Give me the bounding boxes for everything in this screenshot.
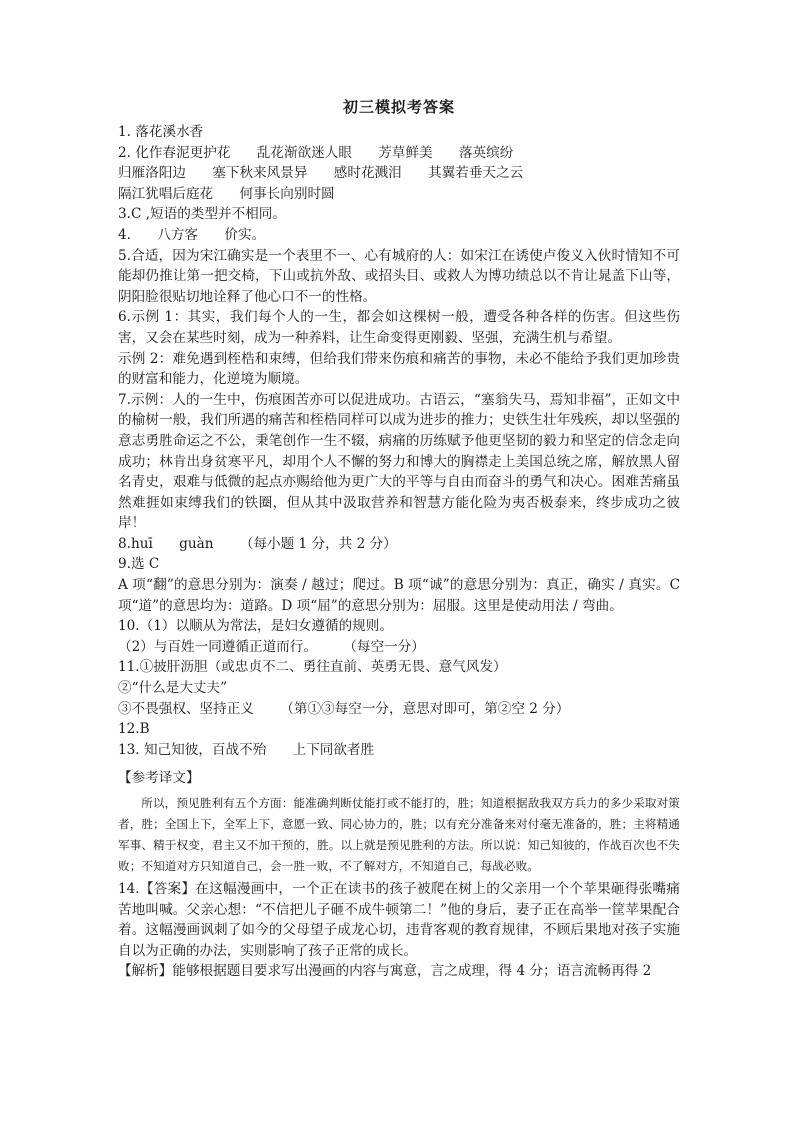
answer-2-item: 芳草鲜美 [378, 144, 433, 161]
answer-2-item: 感时花溅泪 [333, 165, 402, 182]
translation-body: 所以，预见胜利有五个方面：能准确判断仗能打或不能打的，胜；知道根据敌我双方兵力的多少采取对策者，胜；全国上下，全军上下，意愿一致、同心协力的，胜；以有充分准备来对付毫无准备的，胜；主将精通军事、精于权变，君主又不加干预的，胜。以上就是预见胜利的方法。所以说：知己知彼的，作战百次也不失败；不知道对方只知道自己，会一胜一败，不了解对方，不知道自己，每战必败。 [118, 796, 680, 873]
answer-8 [118, 534, 680, 555]
page-title: 初三模拟考答案 [342, 98, 455, 116]
answer-5: 5.合适，因为宋江确实是一个表里不一、心有城府的人：如宋江在诱使卢俊义入伙时情知不可能却仍推让第一把交椅，下山或抗外敌、或招头目、或救人为博功绩总以不肯让晁盖下山等，阴阳脸很贴切地诠释了他心口不一的性格。 [118, 247, 680, 305]
answer-9: 9.选 C [118, 556, 160, 573]
answer-10-2-text: （2）与百姓一同遵循正道而行。 [118, 638, 317, 655]
answer-3: 3.C ,短语的类型并不相同。 [118, 206, 286, 223]
answer-document [118, 96, 680, 982]
answer-11-2: ②“什么是大丈夫” [118, 680, 228, 697]
answer-12: 12.B [118, 721, 150, 738]
answer-2-item: 乱花渐欲迷人眼 [256, 144, 352, 161]
answer-4 [118, 225, 680, 246]
translation-heading: 【参考译文】 [118, 770, 200, 787]
answer-14: 14.【答案】在这幅漫画中，一个正在读书的孩子被爬在树上的父亲用一个个苹果砸得张嘴痛苦地叫喊。父亲心想：“不信把儿子砸不成牛顿第二！”他的身后，妻子正在高举一筐苹果配合着。这幅漫画讽刺了如今的父母望子成龙心切，违背客观的教育规律，不顾后果地对孩子实施自以为正确的办法，实则影响了孩子正常的成长。 [118, 881, 680, 959]
answer-11-3 [118, 699, 680, 720]
answer-2-line-1 [118, 143, 680, 164]
answer-7: 7.示例：人的一生中，伤痕困苦亦可以促进成功。古语云，“塞翁失马，焉知非福”，正如文中的榆树一般，我们所遇的痛苦和桎梏同样可以成为进步的推力；史铁生壮年残疾，却以坚强的意志勇胜命运之不公，秉笔创作一生不辍，病痛的历练赋予他更坚韧的毅力和坚定的信念走向成功；林肯出身贫寒平凡，却用个人不懈的努力和博大的胸襟走上美国总统之席，解放黑人留名青史，艰难与低微的起点亦赐给他为更广大的平等与自由而奋斗的勇气和决心。困难苦痛虽然难捱如束缚我们的铁圈，但从其中汲取营养和智慧方能化险为夷否极泰来，终步成功之彼岸！ [118, 391, 680, 532]
answer-8-pinyin: guàn [179, 535, 214, 552]
answer-2-item: 归雁洛阳边 [118, 165, 186, 182]
answer-2-item: 落英缤纷 [458, 144, 514, 161]
answer-2-item: 其翼若垂天之云 [428, 165, 524, 182]
answer-10-1: 10.（1）以顺从为常法，是妇女遵循的规则。 [118, 618, 393, 635]
answer-2-line-3 [118, 184, 680, 205]
answer-11-1: 11.①披肝沥胆（或忠贞不二、勇往直前、英勇无畏、意气风发） [118, 659, 507, 676]
answer-2-item: 2. 化作春泥更护花 [118, 144, 231, 161]
answer-4-item: 八方客 [157, 226, 199, 243]
answer-1: 1. 落花溪水香 [118, 124, 204, 140]
answer-8-pinyin: 8.huī [118, 535, 153, 552]
answer-4-number: 4. [118, 226, 131, 243]
answer-6-example-1: 6.示例 1：其实，我们每个人的一生，都会如这棵树一般，遭受各种各样的伤害。但这些伤害，又会在某些时刻，成为一种养料，让生命变得更刚毅、坚强，充满生机与希望。 [118, 309, 680, 346]
answer-13-item: 13. 知己知彼，百战不殆 [118, 741, 267, 758]
answer-11-3-text: ③不畏强权、坚持正义 [118, 700, 254, 717]
answer-2-item: 塞下秋来风景异 [212, 165, 308, 182]
answer-10-2 [118, 637, 680, 658]
answer-13 [118, 740, 680, 761]
answer-6-example-2: 示例 2：难免遇到桎梏和束缚，但给我们带来伤痕和痛苦的事物，未必不能给予我们更加珍贵的财富和能力，化逆境为顺境。 [118, 350, 680, 388]
answer-11-score-note: （第①③每空一分，意思对即可，第②空 2 分） [280, 700, 570, 717]
answer-2-line-2 [118, 163, 680, 184]
answer-13-item: 上下同欲者胜 [292, 741, 375, 758]
answer-9-explanation: A 项“翻”的意思分别为：演奏 / 越过；爬过。B 项“诚”的意思分别为：真正，确实 / 真实。C 项“道”的意思均为：道路。D 项“屈”的意思分别为：屈服。这里是使动用法 / 弯曲。 [118, 577, 680, 614]
answer-14-analysis: 【解析】能够根据题目要求写出漫画的内容与寓意，言之成理，得 4 分；语言流畅再得 2 [118, 963, 652, 980]
answer-8-score-note: （每小题 1 分，共 2 分） [239, 535, 397, 552]
answer-4-item: 价实。 [224, 226, 266, 243]
answer-2-item: 隔江犹唱后庭花 [118, 185, 214, 202]
answer-10-score-note: （每空一分） [343, 638, 425, 655]
answer-2-item: 何事长向别时圆 [239, 185, 335, 202]
